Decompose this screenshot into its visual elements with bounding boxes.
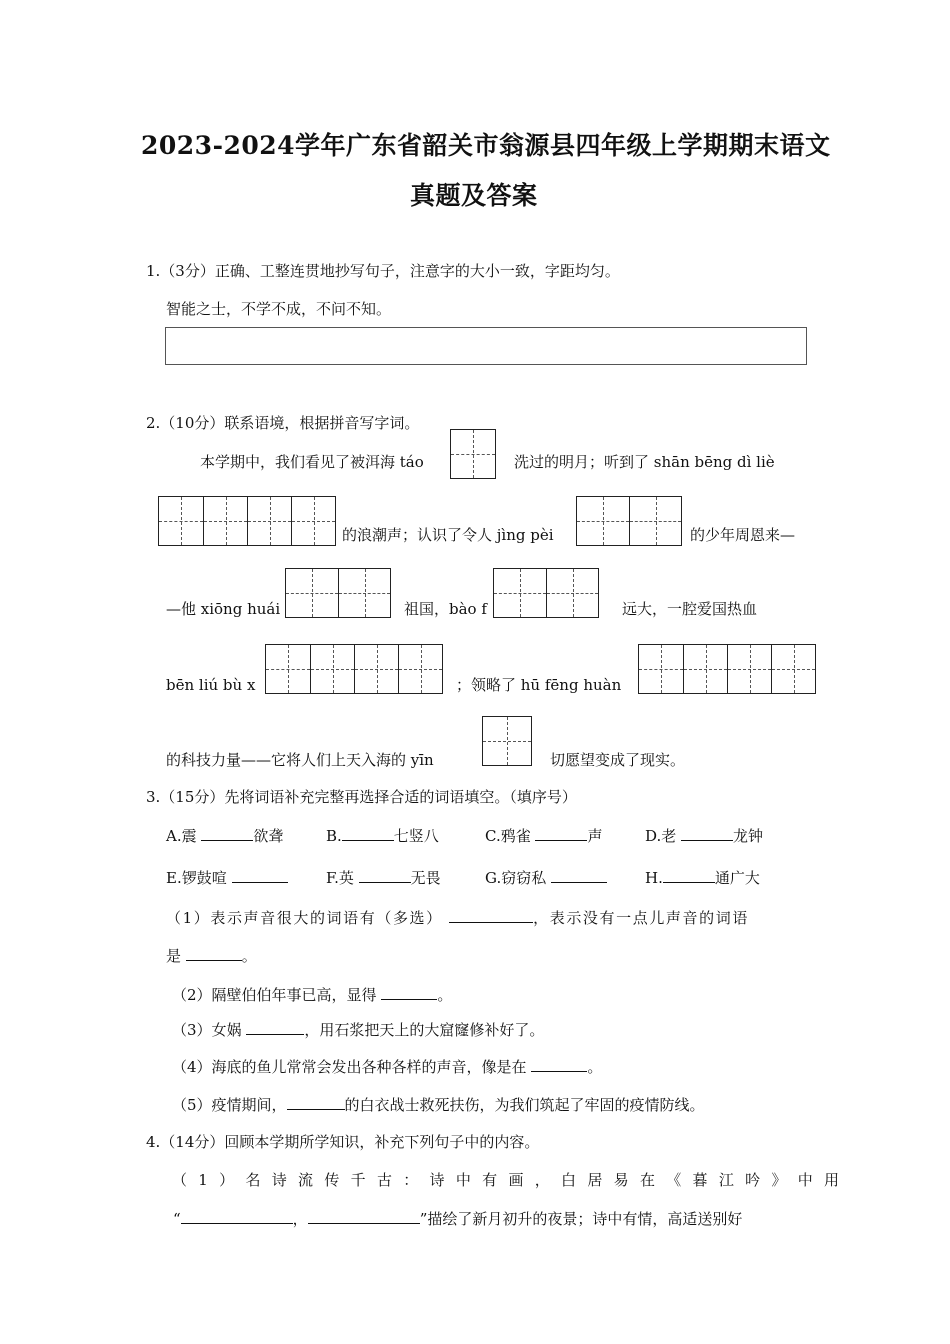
q2-line3-text-c: 远大，一腔爱国热血	[622, 600, 758, 618]
q2-grid-tao[interactable]	[450, 429, 496, 479]
q2-heading: 2.（10分）联系语境，根据拼音写字词。	[146, 414, 420, 432]
q2-line1-text-b: 洗过的明月；听到了 shān bēng dì liè	[514, 453, 775, 471]
pinyin-cell[interactable]	[639, 645, 683, 693]
pinyin-cell[interactable]	[354, 645, 398, 693]
q4-sub1-line2: “ ， ”描绘了新月初升的夜景；诗中有情，高适送别好	[173, 1210, 743, 1228]
q2-grid-benliubuxi[interactable]	[265, 644, 443, 694]
pinyin-cell[interactable]	[629, 497, 681, 545]
page-title-line2: 真题及答案	[410, 181, 538, 210]
pinyin-cell[interactable]	[546, 569, 598, 617]
pinyin-cell[interactable]	[577, 497, 629, 545]
q1-answer-box[interactable]	[165, 327, 807, 365]
q2-grid-hufenghuanyu[interactable]	[638, 644, 816, 694]
q2-line4-text-a: bēn liú bù x	[166, 676, 256, 694]
pinyin-cell[interactable]	[310, 645, 354, 693]
pinyin-cell[interactable]	[771, 645, 815, 693]
q2-line1-text-a: 本学期中，我们看见了被洱海 táo	[200, 453, 424, 471]
pinyin-cell[interactable]	[727, 645, 771, 693]
q2-grid-xionghuai[interactable]	[285, 568, 391, 618]
q4-heading: 4.（14分）回顾本学期所学知识，补充下列句子中的内容。	[146, 1133, 540, 1151]
q3-option-a: A.震 欲聋	[166, 827, 284, 845]
q2-line5-text-a: 的科技力量——它将人们上天入海的 yīn	[166, 751, 434, 769]
q3-sub1-line2: 是 。	[166, 947, 257, 965]
q2-line2-text-a: 的浪潮声；认识了令人 jìng pèi	[342, 526, 554, 544]
q2-line2-text-b: 的少年周恩来—	[690, 526, 796, 544]
q4-sub1-line1: （1）名诗流传千古：诗中有画，白居易在《暮江吟》中用	[172, 1171, 851, 1189]
q1-heading: 1.（3分）正确、工整连贯地抄写句子，注意字的大小一致，字距均匀。	[146, 262, 620, 280]
pinyin-cell[interactable]	[203, 497, 247, 545]
q1-sentence: 智能之士，不学不成，不问不知。	[166, 300, 392, 318]
pinyin-cell[interactable]	[683, 645, 727, 693]
q2-grid-shanbengdilie[interactable]	[158, 496, 336, 546]
q3-heading: 3.（15分）先将词语补充完整再选择合适的词语填空。（填序号）	[146, 788, 577, 806]
q3-option-f: F.英 无畏	[326, 869, 441, 887]
q3-sub4: （4）海底的鱼儿常常会发出各种各样的声音，像是在 。	[172, 1058, 603, 1076]
q3-option-h: H. 通广大	[645, 869, 760, 887]
pinyin-cell[interactable]	[451, 430, 495, 478]
q3-sub5: （5）疫情期间， 的白衣战士救死扶伤，为我们筑起了牢固的疫情防线。	[172, 1096, 705, 1114]
q2-line3-text-a: —他 xiōng huái	[166, 600, 281, 618]
pinyin-cell[interactable]	[338, 569, 390, 617]
q3-sub3: （3）女娲 ，用石浆把天上的大窟窿修补好了。	[172, 1021, 545, 1039]
q3-option-e: E.锣鼓喧	[166, 868, 288, 888]
pinyin-cell[interactable]	[398, 645, 442, 693]
q3-option-c: C.鸦雀 声	[485, 827, 603, 845]
q3-option-g: G.窃窃私	[485, 868, 607, 888]
pinyin-cell[interactable]	[494, 569, 546, 617]
pinyin-cell[interactable]	[286, 569, 338, 617]
pinyin-cell[interactable]	[483, 717, 531, 765]
pinyin-cell[interactable]	[159, 497, 203, 545]
q3-sub2: （2）隔壁伯伯年事已高，显得 。	[172, 986, 453, 1004]
q3-option-b: B. 七竖八	[326, 827, 439, 845]
q3-option-d: D.老 龙钟	[645, 827, 764, 845]
q2-line5-text-b: 切愿望变成了现实。	[550, 751, 686, 769]
q2-line3-text-b: 祖国，bào f	[404, 600, 487, 618]
q2-line4-text-b: ；领略了 hū fēng huàn	[456, 676, 622, 694]
q3-sub1-line1: （1）表示声音很大的词语有（多选） ，表示没有一点儿声音的词语	[166, 909, 749, 927]
q2-grid-baofu[interactable]	[493, 568, 599, 618]
pinyin-cell[interactable]	[266, 645, 310, 693]
pinyin-cell[interactable]	[291, 497, 335, 545]
page-title: 2023-2024学年广东省韶关市翁源县四年级上学期期末语文	[141, 131, 831, 160]
q2-grid-yin[interactable]	[482, 716, 532, 766]
pinyin-cell[interactable]	[247, 497, 291, 545]
q2-grid-jingpei[interactable]	[576, 496, 682, 546]
